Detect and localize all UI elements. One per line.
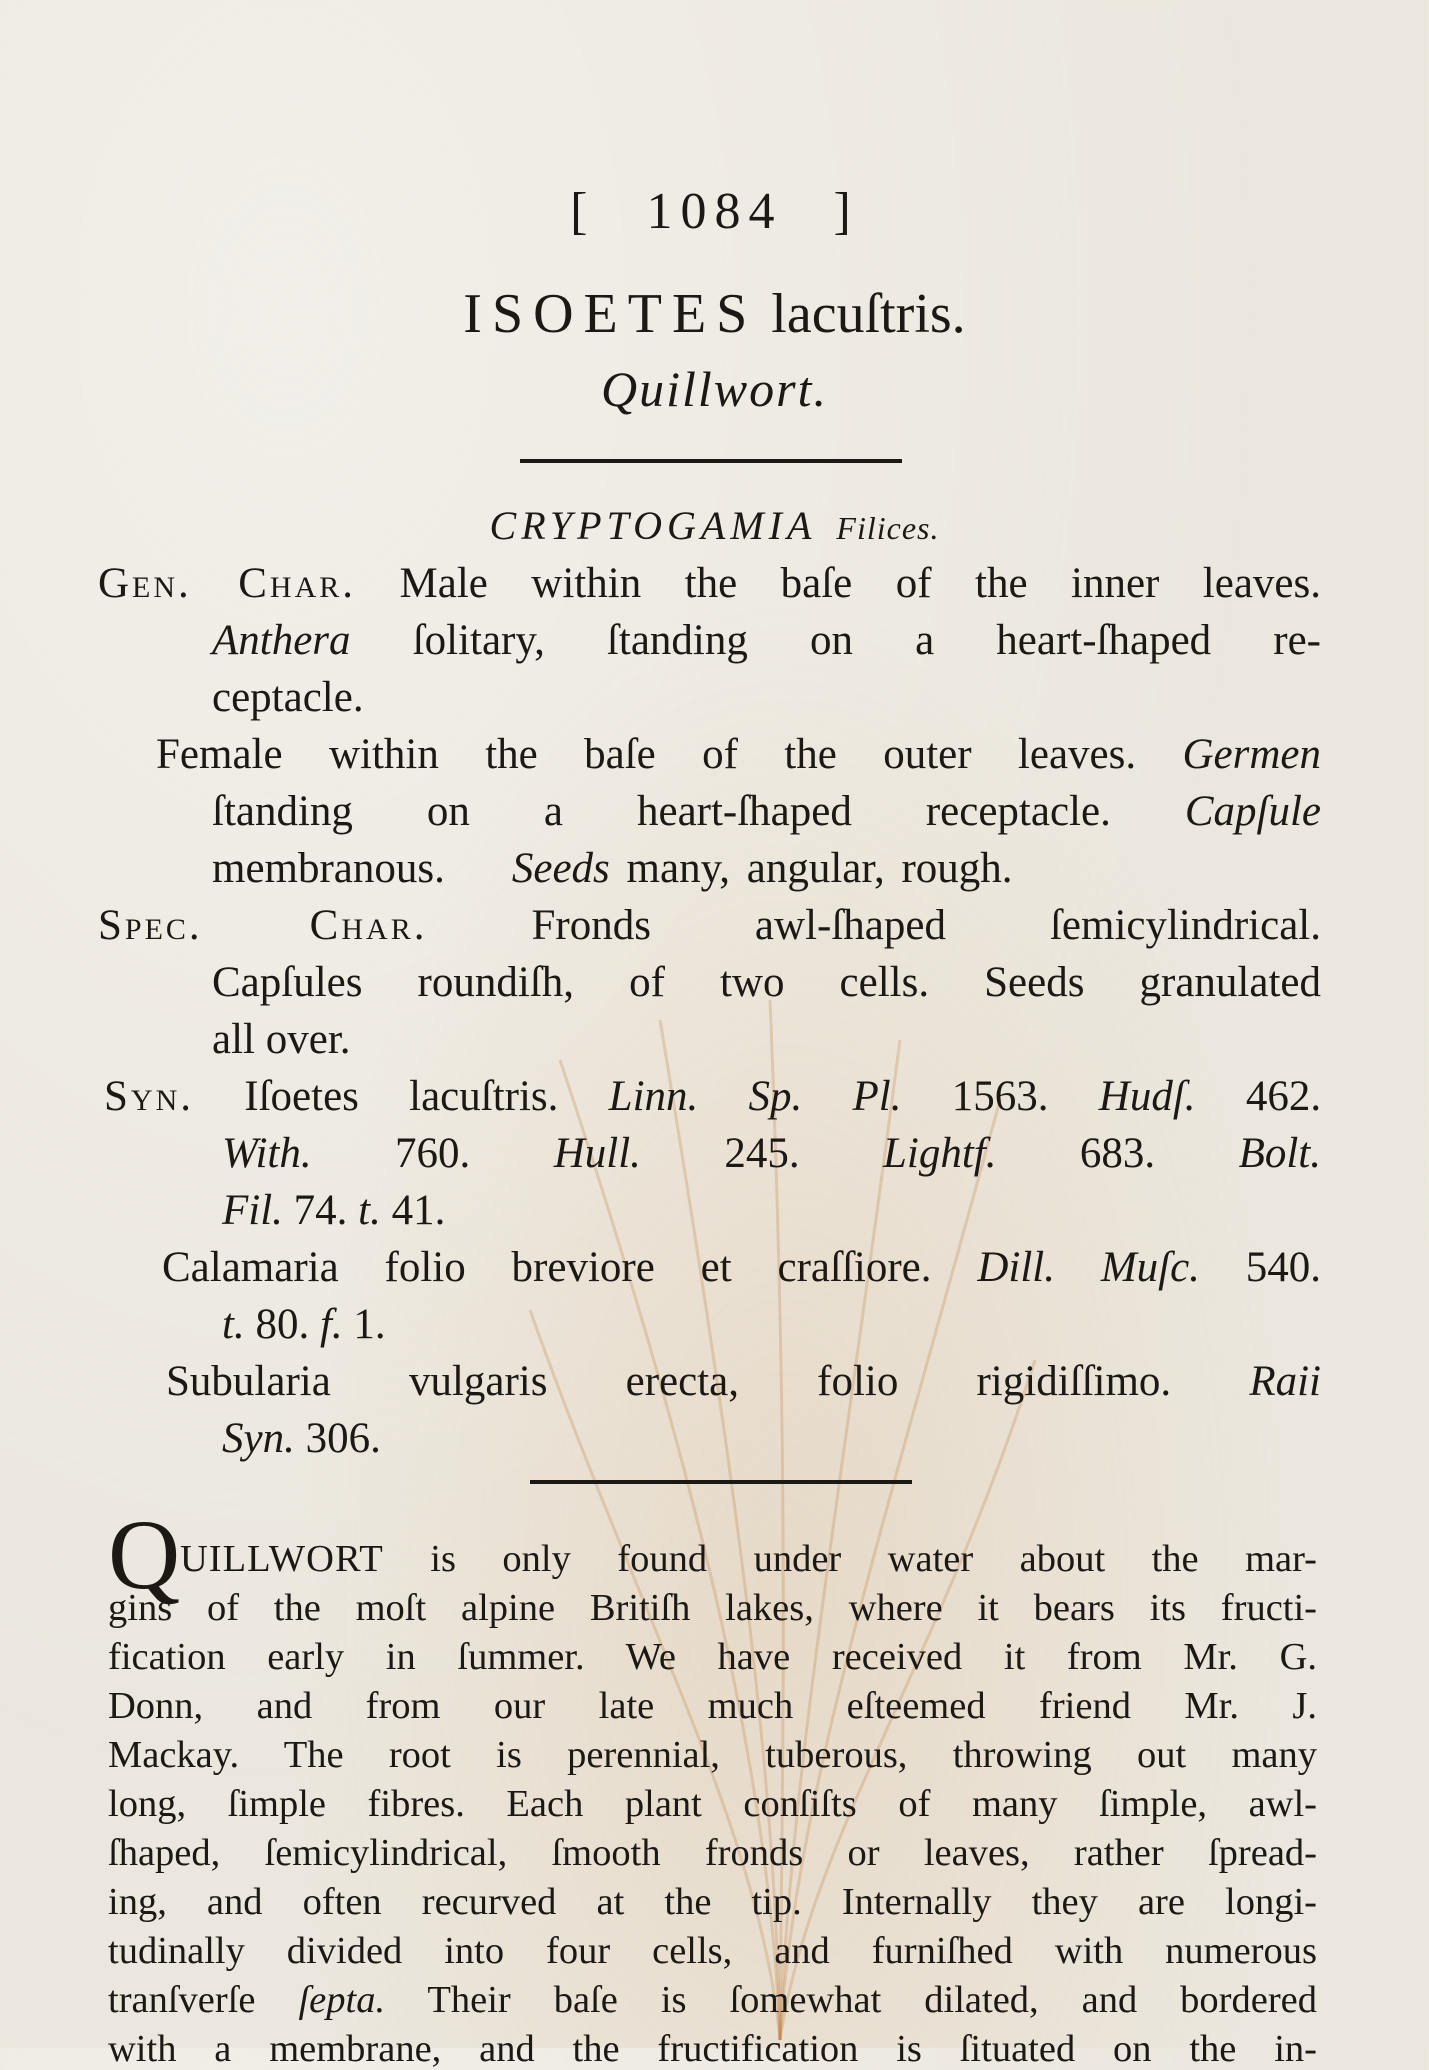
syn-num: 760. [395,1130,471,1177]
term-anthera: Anthera [212,617,351,664]
gen-char-line-4 [156,733,1321,776]
syn-ref: t. [222,1301,245,1348]
classification-heading [0,502,1429,549]
syn-line-1 [104,1075,1321,1118]
syn-ref: f. [319,1301,343,1348]
gen-char-text: Male within the baſe of the inner leaves. [399,560,1321,607]
description-line-5: Mackay. The root is perennial, tuberous, throwing out many [108,1734,1317,1776]
page-number: [ 1084 ] [570,183,859,240]
syn-ref: t. [358,1187,381,1234]
spec-char-label: Spec. Char. [98,902,428,949]
syn-line-6 [166,1360,1321,1403]
description-line-6: long, ſimple fibres. Each plant conſiſts of many ſimple, awl- [108,1783,1317,1825]
syn-line-3 [222,1189,445,1232]
gen-char-text: ſtanding on a heart-ſhaped receptacle. [212,788,1111,835]
spec-char-line-3: all over. [212,1016,351,1063]
syn-num: 1. [353,1301,386,1348]
description-line-9: tudinally divided into four cells, and furniſhed with numerous [108,1930,1317,1972]
syn-num: 245. [724,1130,800,1177]
syn-ref: Hudſ. [1098,1073,1196,1120]
syn-ref: Fil. [222,1187,283,1234]
divider-rule [520,459,902,463]
spec-char-line-2: Capſules roundiſh, of two cells. Seeds granulated [212,959,1321,1006]
gen-char-text: Female within the baſe of the outer leaves. [156,731,1137,778]
syn-ref: Hull. [553,1130,641,1177]
gen-char-line-2 [212,619,1321,662]
gen-char-text: ſolitary, ſtanding on a heart-ſhaped re- [412,617,1322,664]
term-septa: ſepta. [298,1979,386,2021]
syn-ref: With. [222,1130,312,1177]
description-line-4: Donn, and from our late much eſteemed friend Mr. J. [108,1685,1317,1727]
species-epithet: lacuſtris. [771,283,966,345]
gen-char-label: Gen. Char. [98,560,357,607]
gen-char-text: many, angular, rough. [626,845,1013,892]
description-text: Their baſe is ſomewhat dilated, and bordered [427,1979,1318,2021]
description-line-10 [108,1981,1317,2020]
gen-char-line-3: ceptacle. [212,674,364,721]
first-word: UILLWORT [180,1538,384,1580]
term-seeds: Seeds [511,845,610,892]
syn-line-7 [222,1417,381,1460]
common-name: Quillwort. [601,361,828,417]
syn-line-2 [222,1132,1321,1175]
spec-char-text: Fronds awl-ſhaped ſemicylindrical. [531,902,1321,949]
syn-line-5 [222,1303,386,1346]
syn-ref: Syn. [222,1415,295,1462]
syn-num: 74. [293,1187,348,1234]
syn-line-4 [162,1246,1321,1289]
spec-char-line-1 [98,904,1321,947]
syn-ref: Raii [1249,1358,1322,1405]
term-capsule: Capſule [1184,788,1321,835]
drop-cap: Q [108,1499,181,1610]
genus-name: ISOETES [463,283,758,345]
syn-label: Syn. [104,1073,194,1120]
syn-ref: Linn. Sp. Pl. [608,1073,902,1120]
divider-rule [530,1480,912,1484]
gen-char-text: membranous. [212,845,445,892]
syn-num: 41. [391,1187,446,1234]
syn-num: 80. [255,1301,310,1348]
description-line-11: with a membrane, and the fructification is ſituated on the in- [108,2028,1317,2070]
description-line-8: ing, and often recurved at the tip. Internally they are longi- [108,1881,1317,1923]
syn-num: 306. [305,1415,381,1462]
gen-char-line-6 [212,847,1013,890]
syn-ref: Dill. Muſc. [977,1244,1200,1291]
description-text: tranſverſe [108,1979,256,2021]
description-line-7: ſhaped, ſemicylindrical, ſmooth fronds or leaves, rather ſpread- [108,1832,1317,1874]
syn-ref: Lightf. [882,1130,997,1177]
syn-ref: Bolt. [1238,1130,1322,1177]
description-line-2: gins of the moſt alpine Britiſh lakes, where it bears its fructi- [108,1587,1317,1629]
syn-text: Subularia vulgaris erecta, folio rigidiſſimo. [166,1358,1172,1405]
syn-text: Iſoetes lacuſtris. [244,1073,559,1120]
syn-num: 540. [1245,1244,1322,1291]
syn-num: 462. [1245,1073,1322,1120]
syn-num: 683. [1079,1130,1156,1177]
gen-char-line-1 [98,562,1321,605]
syn-num: 1563. [951,1073,1049,1120]
description-line-3: fication early in ſummer. We have received it from Mr. G. [108,1636,1317,1678]
term-germen: Germen [1182,731,1321,778]
syn-text: Calamaria folio breviore et craſſiore. [162,1244,932,1291]
species-title [0,282,1429,346]
gen-char-line-5 [212,790,1321,833]
description-line-1 [180,1540,1317,1579]
description-text: is only found under water about the mar- [430,1538,1318,1580]
class-name: CRYPTOGAMIA [489,503,817,548]
order-name: Filices. [836,510,940,546]
